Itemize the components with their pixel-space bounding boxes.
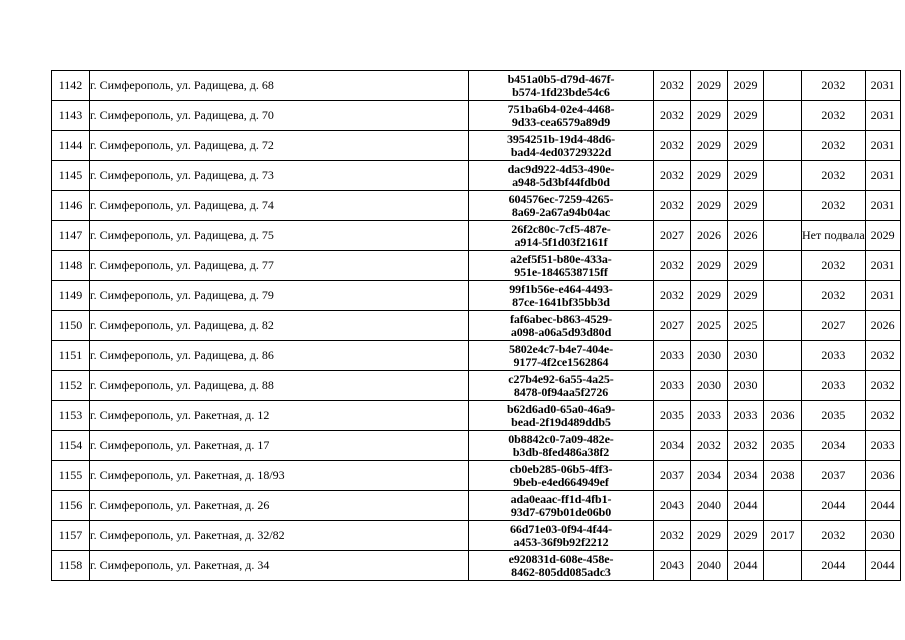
table-row: [52, 221, 901, 251]
guid-line: 604576ec-7259-4265-: [508, 191, 614, 206]
year-cell-y4: [764, 191, 802, 221]
year-cell-y6: 2031: [865, 281, 900, 311]
year-cell-y3: 2044: [728, 491, 764, 521]
year-cell-y4: [764, 161, 802, 191]
table-row: [52, 521, 901, 551]
year-cell-y5: 2032: [802, 191, 866, 221]
year-cell-y4: [764, 341, 802, 371]
guid-line: b574-1fd23bde54c6: [512, 84, 610, 99]
year-cell-y4: 2038: [764, 461, 802, 491]
year-cell-y2: 2029: [691, 191, 728, 221]
year-cell-y4: 2035: [764, 431, 802, 461]
year-cell-y6: 2032: [865, 371, 900, 401]
guid-line: faf6abec-b863-4529-: [509, 311, 613, 326]
row-number-cell: 1152: [52, 371, 90, 401]
year-cell-y6: 2031: [865, 161, 900, 191]
year-cell-y1: 2043: [654, 551, 691, 581]
guid-cell: [469, 431, 654, 461]
row-number-cell: 1145: [52, 161, 90, 191]
year-cell-y2: 2040: [691, 551, 728, 581]
row-number-cell: 1154: [52, 431, 90, 461]
year-cell-y3: 2030: [728, 341, 764, 371]
guid-cell: [469, 521, 654, 551]
year-cell-y1: 2037: [654, 461, 691, 491]
guid-line: 26f2c80c-7cf5-487e-: [511, 221, 611, 236]
year-cell-y1: 2027: [654, 221, 691, 251]
guid-line: 0b8842c0-7a09-482e-: [508, 431, 614, 446]
table-row: [52, 71, 901, 101]
year-cell-y3: 2025: [728, 311, 764, 341]
guid-line: a914-5f1d03f2161f: [514, 234, 608, 249]
year-cell-y3: 2026: [728, 221, 764, 251]
guid-cell: [469, 131, 654, 161]
year-cell-y5: 2035: [802, 401, 866, 431]
year-cell-y3: 2034: [728, 461, 764, 491]
year-cell-y6: 2031: [865, 131, 900, 161]
guid-line: bead-2f19d489ddb5: [511, 414, 611, 429]
row-number-cell: 1146: [52, 191, 90, 221]
address-cell: г. Симферополь, ул. Ракетная, д. 17: [90, 431, 469, 461]
guid-line: b3db-8fed486a38f2: [512, 444, 610, 459]
guid-line: dac9d922-4d53-490e-: [507, 161, 615, 176]
year-cell-y4: [764, 251, 802, 281]
row-number-cell: 1153: [52, 401, 90, 431]
guid-cell: [469, 281, 654, 311]
table-body: [52, 71, 901, 581]
year-cell-y3: 2033: [728, 401, 764, 431]
year-cell-y1: 2027: [654, 311, 691, 341]
year-cell-y1: 2032: [654, 131, 691, 161]
year-cell-y5: 2032: [802, 521, 866, 551]
row-number-cell: 1147: [52, 221, 90, 251]
guid-line: c27b4e92-6a55-4a25-: [508, 371, 614, 386]
address-cell: г. Симферополь, ул. Радищева, д. 86: [90, 341, 469, 371]
address-cell: г. Симферополь, ул. Радищева, д. 68: [90, 71, 469, 101]
address-cell: г. Симферополь, ул. Радищева, д. 75: [90, 221, 469, 251]
year-cell-y3: 2029: [728, 281, 764, 311]
guid-cell: [469, 371, 654, 401]
guid-line: a453-36f9b92f2212: [513, 534, 609, 549]
year-cell-y3: 2029: [728, 251, 764, 281]
year-cell-y6: 2031: [865, 101, 900, 131]
year-cell-y4: [764, 101, 802, 131]
year-cell-y4: [764, 311, 802, 341]
year-cell-y3: 2029: [728, 71, 764, 101]
year-cell-y2: 2029: [691, 161, 728, 191]
table-row: [52, 251, 901, 281]
year-cell-y6: 2031: [865, 191, 900, 221]
table-row: [52, 551, 901, 581]
year-cell-y2: 2034: [691, 461, 728, 491]
address-cell: г. Симферополь, ул. Ракетная, д. 32/82: [90, 521, 469, 551]
year-cell-y6: 2044: [865, 551, 900, 581]
year-cell-y2: 2040: [691, 491, 728, 521]
guid-cell: [469, 341, 654, 371]
guid-line: 3954251b-19d4-48d6-: [506, 131, 616, 146]
guid-line: 87ce-1641bf35bb3d: [512, 294, 610, 309]
year-cell-y6: 2029: [865, 221, 900, 251]
housing-schedule-table: [51, 70, 901, 581]
guid-line: 9d33-cea6579a89d9: [511, 114, 611, 129]
year-cell-y5: 2027: [802, 311, 866, 341]
guid-cell: [469, 161, 654, 191]
year-cell-y1: 2032: [654, 521, 691, 551]
guid-line: 99f1b56e-e464-4493-: [509, 281, 613, 296]
year-cell-y2: 2029: [691, 101, 728, 131]
year-cell-y4: [764, 221, 802, 251]
year-cell-y6: 2031: [865, 71, 900, 101]
address-cell: г. Симферополь, ул. Радищева, д. 79: [90, 281, 469, 311]
year-cell-y4: [764, 71, 802, 101]
row-number-cell: 1157: [52, 521, 90, 551]
year-cell-y6: 2036: [865, 461, 900, 491]
year-cell-y5: 2037: [802, 461, 866, 491]
year-cell-y2: 2029: [691, 251, 728, 281]
year-cell-y6: 2030: [865, 521, 900, 551]
year-cell-y3: 2029: [728, 101, 764, 131]
table-row: [52, 431, 901, 461]
year-cell-y5: 2033: [802, 371, 866, 401]
year-cell-y5: 2032: [802, 161, 866, 191]
address-cell: г. Симферополь, ул. Ракетная, д. 12: [90, 401, 469, 431]
guid-line: 9177-4f2ce1562864: [513, 354, 609, 369]
year-cell-y4: [764, 551, 802, 581]
address-cell: г. Симферополь, ул. Радищева, д. 82: [90, 311, 469, 341]
year-cell-y6: 2032: [865, 401, 900, 431]
row-number-cell: 1144: [52, 131, 90, 161]
guid-cell: [469, 491, 654, 521]
year-cell-y5: 2044: [802, 551, 866, 581]
address-cell: г. Симферополь, ул. Радищева, д. 72: [90, 131, 469, 161]
year-cell-y5: 2032: [802, 131, 866, 161]
guid-cell: [469, 221, 654, 251]
row-number-cell: 1155: [52, 461, 90, 491]
row-number-cell: 1156: [52, 491, 90, 521]
guid-line: 66d71e03-0f94-4f44-: [509, 521, 613, 536]
year-cell-y2: 2029: [691, 71, 728, 101]
guid-cell: [469, 71, 654, 101]
address-cell: г. Симферополь, ул. Радищева, д. 73: [90, 161, 469, 191]
address-cell: г. Симферополь, ул. Ракетная, д. 18/93: [90, 461, 469, 491]
year-cell-y1: 2035: [654, 401, 691, 431]
address-cell: г. Симферополь, ул. Радищева, д. 70: [90, 101, 469, 131]
year-cell-y6: 2026: [865, 311, 900, 341]
guid-cell: [469, 311, 654, 341]
guid-line: 93d7-679b01de06b0: [510, 504, 612, 519]
year-cell-y6: 2033: [865, 431, 900, 461]
year-cell-y3: 2029: [728, 161, 764, 191]
year-cell-y5: 2033: [802, 341, 866, 371]
year-cell-y3: 2029: [728, 191, 764, 221]
row-number-cell: 1142: [52, 71, 90, 101]
table-row: [52, 281, 901, 311]
guid-line: 5802e4c7-b4e7-404e-: [508, 341, 614, 356]
table-row: [52, 101, 901, 131]
year-cell-y1: 2032: [654, 71, 691, 101]
guid-line: 951e-1846538715ff: [514, 264, 608, 279]
year-cell-y4: 2036: [764, 401, 802, 431]
guid-line: e920831d-608e-458e-: [508, 551, 614, 566]
year-cell-y2: 2026: [691, 221, 728, 251]
year-cell-y2: 2030: [691, 341, 728, 371]
year-cell-y2: 2025: [691, 311, 728, 341]
guid-line: a098-a06a5d93d80d: [510, 324, 612, 339]
year-cell-y3: 2029: [728, 131, 764, 161]
year-cell-y1: 2032: [654, 251, 691, 281]
table-row: [52, 371, 901, 401]
row-number-cell: 1158: [52, 551, 90, 581]
year-cell-y2: 2029: [691, 281, 728, 311]
year-cell-y1: 2043: [654, 491, 691, 521]
year-cell-y3: 2032: [728, 431, 764, 461]
year-cell-y5: Нет подвала: [802, 221, 866, 251]
year-cell-y2: 2030: [691, 371, 728, 401]
year-cell-y5: 2034: [802, 431, 866, 461]
year-cell-y5: 2032: [802, 281, 866, 311]
table-row: [52, 311, 901, 341]
year-cell-y5: 2044: [802, 491, 866, 521]
row-number-cell: 1149: [52, 281, 90, 311]
year-cell-y5: 2032: [802, 101, 866, 131]
year-cell-y1: 2032: [654, 101, 691, 131]
year-cell-y4: [764, 371, 802, 401]
year-cell-y3: 2044: [728, 551, 764, 581]
address-cell: г. Симферополь, ул. Ракетная, д. 34: [90, 551, 469, 581]
year-cell-y1: 2032: [654, 281, 691, 311]
row-number-cell: 1148: [52, 251, 90, 281]
guid-cell: [469, 191, 654, 221]
guid-line: 751ba6b4-02e4-4468-: [507, 101, 615, 116]
guid-line: bad4-4ed03729322d: [510, 144, 612, 159]
year-cell-y1: 2033: [654, 341, 691, 371]
year-cell-y1: 2032: [654, 191, 691, 221]
table-row: [52, 401, 901, 431]
guid-cell: [469, 401, 654, 431]
guid-line: 9beb-e4ed664949ef: [513, 474, 609, 489]
year-cell-y5: 2032: [802, 251, 866, 281]
year-cell-y3: 2030: [728, 371, 764, 401]
address-cell: г. Симферополь, ул. Радищева, д. 88: [90, 371, 469, 401]
guid-line: 8a69-2a67a94b04ac: [511, 204, 611, 219]
year-cell-y2: 2033: [691, 401, 728, 431]
year-cell-y2: 2029: [691, 521, 728, 551]
table-row: [52, 191, 901, 221]
guid-cell: [469, 251, 654, 281]
year-cell-y1: 2033: [654, 371, 691, 401]
year-cell-y4: [764, 491, 802, 521]
year-cell-y6: 2031: [865, 251, 900, 281]
year-cell-y4: [764, 281, 802, 311]
year-cell-y1: 2032: [654, 161, 691, 191]
table-row: [52, 161, 901, 191]
row-number-cell: 1143: [52, 101, 90, 131]
guid-line: 8462-805dd085adc3: [511, 564, 611, 579]
year-cell-y4: [764, 131, 802, 161]
guid-line: a948-5d3bf44fdb0d: [512, 174, 610, 189]
year-cell-y2: 2029: [691, 131, 728, 161]
table-row: [52, 341, 901, 371]
table-row: [52, 461, 901, 491]
year-cell-y6: 2032: [865, 341, 900, 371]
address-cell: г. Симферополь, ул. Радищева, д. 74: [90, 191, 469, 221]
year-cell-y5: 2032: [802, 71, 866, 101]
address-cell: г. Симферополь, ул. Ракетная, д. 26: [90, 491, 469, 521]
year-cell-y4: 2017: [764, 521, 802, 551]
guid-line: cb0eb285-06b5-4ff3-: [509, 461, 613, 476]
year-cell-y3: 2029: [728, 521, 764, 551]
guid-line: ada0eaac-ff1d-4fb1-: [510, 491, 612, 506]
guid-cell: [469, 551, 654, 581]
guid-line: b451a0b5-d79d-467f-: [507, 71, 615, 86]
table-row: [52, 491, 901, 521]
guid-cell: [469, 101, 654, 131]
row-number-cell: 1151: [52, 341, 90, 371]
row-number-cell: 1150: [52, 311, 90, 341]
address-cell: г. Симферополь, ул. Радищева, д. 77: [90, 251, 469, 281]
guid-line: a2ef5f51-b80e-433a-: [510, 251, 612, 266]
guid-cell: [469, 461, 654, 491]
guid-line: b62d6ad0-65a0-46a9-: [506, 401, 616, 416]
year-cell-y6: 2044: [865, 491, 900, 521]
year-cell-y1: 2034: [654, 431, 691, 461]
guid-line: 8478-0f94aa5f2726: [513, 384, 609, 399]
table-row: [52, 131, 901, 161]
year-cell-y2: 2032: [691, 431, 728, 461]
